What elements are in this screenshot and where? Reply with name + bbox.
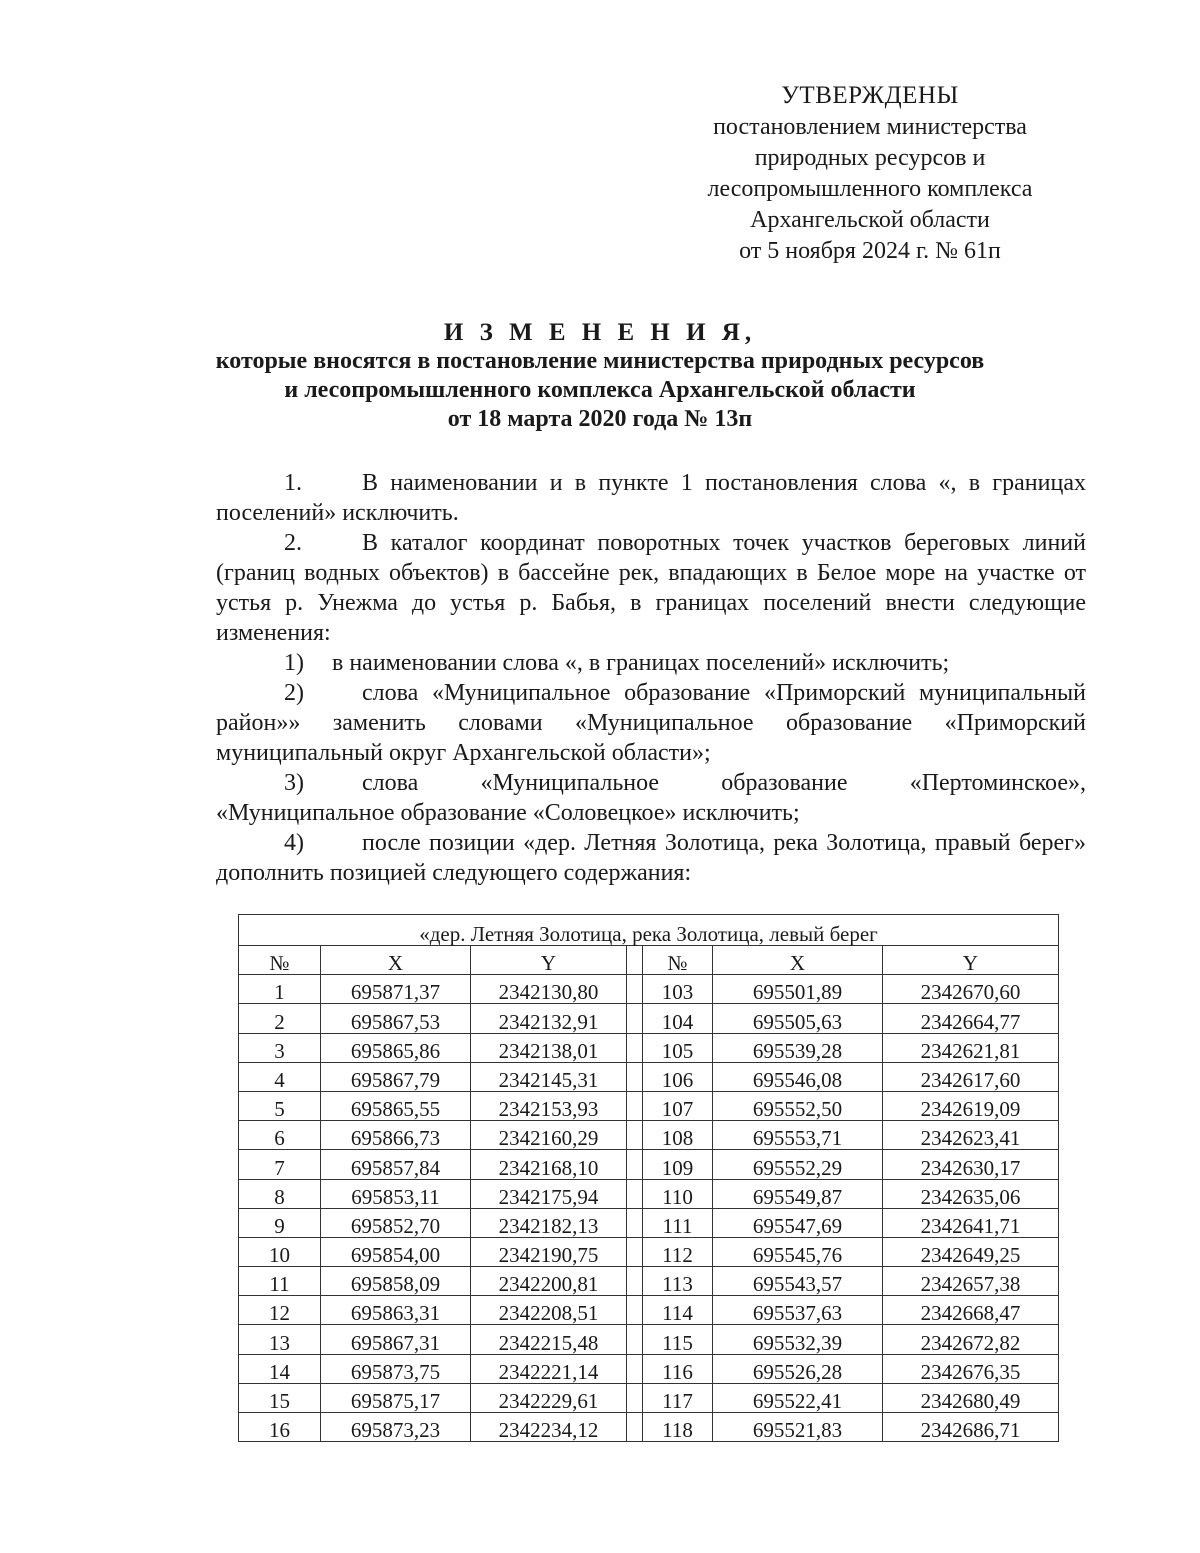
subitem-1 (216, 648, 1086, 678)
approval-line: постановлением министерства (713, 114, 1027, 140)
separator-cell (627, 1062, 643, 1091)
table-cell: 107 (643, 1091, 713, 1120)
item-number: 3) (284, 770, 304, 796)
separator-cell (627, 975, 643, 1004)
table-row (239, 1383, 1059, 1412)
table-cell: 695865,86 (321, 1033, 471, 1062)
table-cell: 13 (239, 1325, 321, 1354)
table-cell: 695505,63 (713, 1004, 883, 1033)
table-cell: 695539,28 (713, 1033, 883, 1062)
table-row (239, 1121, 1059, 1150)
table-cell: 695863,31 (321, 1296, 471, 1325)
item-text: В каталог координат поворотных точек участков береговых линий (границ водных объектов) в бассейне рек, впадающих в Белое море на участке от устья р. Унежма до устья р. Бабья, в границах поселений внести следующие изменения: (216, 530, 1086, 646)
table-cell: 2342657,38 (883, 1267, 1059, 1296)
table-cell: 695867,53 (321, 1004, 471, 1033)
table-cell: 695547,69 (713, 1208, 883, 1237)
table-cell: 2342132,91 (471, 1004, 627, 1033)
separator-cell (627, 1121, 643, 1150)
separator-cell (627, 1179, 643, 1208)
table-cell: 108 (643, 1121, 713, 1150)
table-cell: 2342221,14 (471, 1354, 627, 1383)
table-cell: 8 (239, 1179, 321, 1208)
approval-heading: УТВЕРЖДЕНЫ (781, 82, 959, 109)
separator-cell (627, 1004, 643, 1033)
table-cell: 2342672,82 (883, 1325, 1059, 1354)
item-number: 2) (284, 680, 304, 706)
table-cell: 695854,00 (321, 1237, 471, 1266)
table-cell: 695873,75 (321, 1354, 471, 1383)
table-cell: 695553,71 (713, 1121, 883, 1150)
column-header: Y (471, 946, 627, 975)
table-cell: 2342676,35 (883, 1354, 1059, 1383)
table-cell: 4 (239, 1062, 321, 1091)
table-cell: 2342175,94 (471, 1179, 627, 1208)
table-cell: 695852,70 (321, 1208, 471, 1237)
table-cell: 110 (643, 1179, 713, 1208)
separator-cell (627, 1033, 643, 1062)
item-text: в наименовании слова «, в границах поселений» исключить; (332, 650, 950, 676)
separator-cell (627, 1325, 643, 1354)
table-cell: 695866,73 (321, 1121, 471, 1150)
item-text: слова «Муниципальное образование «Приморский муниципальный район»» заменить словами «Муниципальное образование «Приморский муниципальный округ Архангельской области»; (216, 680, 1086, 766)
table-row (239, 1004, 1059, 1033)
table-cell: 16 (239, 1413, 321, 1442)
table-cell: 9 (239, 1208, 321, 1237)
column-header: X (321, 946, 471, 975)
table-cell: 10 (239, 1237, 321, 1266)
table-cell: 695871,37 (321, 975, 471, 1004)
table-cell: 5 (239, 1091, 321, 1120)
table-cell: 2342190,75 (471, 1237, 627, 1266)
table-cell: 2342182,13 (471, 1208, 627, 1237)
table-cell: 2342664,77 (883, 1004, 1059, 1033)
table-cell: 2342138,01 (471, 1033, 627, 1062)
table-cell: 115 (643, 1325, 713, 1354)
table-row (239, 1091, 1059, 1120)
table-row (239, 975, 1059, 1004)
table-row (239, 1208, 1059, 1237)
table-cell: 117 (643, 1383, 713, 1412)
table-cell: 695545,76 (713, 1237, 883, 1266)
table-cell: 2342200,81 (471, 1267, 627, 1296)
separator-cell (627, 1150, 643, 1179)
table-cell: 2342623,41 (883, 1121, 1059, 1150)
table-cell: 114 (643, 1296, 713, 1325)
paragraph-item-2 (216, 528, 1086, 648)
subitem-4 (216, 828, 1086, 888)
item-number: 2. (284, 530, 302, 556)
title-line: от 18 марта 2020 года № 13п (447, 406, 753, 432)
table-cell: 695867,31 (321, 1325, 471, 1354)
table-cell: 695858,09 (321, 1267, 471, 1296)
table-cell: 2342234,12 (471, 1413, 627, 1442)
separator-cell (627, 1267, 643, 1296)
table-cell: 3 (239, 1033, 321, 1062)
table-row (239, 1325, 1059, 1354)
document-title (180, 318, 1020, 434)
separator-cell (627, 1383, 643, 1412)
table-cell: 1 (239, 975, 321, 1004)
table-cell: 695873,23 (321, 1413, 471, 1442)
item-text: слова «Муниципальное образование «Пертоминское», «Муниципальное образование «Соловецкое» исключить; (216, 770, 1086, 826)
table-cell: 2342621,81 (883, 1033, 1059, 1062)
item-text: В наименовании и в пункте 1 постановления слова «, в границах поселений» исключить. (216, 470, 1086, 526)
table-row (239, 1296, 1059, 1325)
table-cell: 695549,87 (713, 1179, 883, 1208)
table-cell: 695546,08 (713, 1062, 883, 1091)
table-cell: 695537,63 (713, 1296, 883, 1325)
table-cell: 14 (239, 1354, 321, 1383)
separator-cell (627, 1354, 643, 1383)
coordinates-table (238, 914, 1059, 1442)
table-cell: 695543,57 (713, 1267, 883, 1296)
table-cell: 104 (643, 1004, 713, 1033)
column-header: № (239, 946, 321, 975)
table-cell: 695521,83 (713, 1413, 883, 1442)
table-header-row (239, 946, 1059, 975)
table-cell: 118 (643, 1413, 713, 1442)
table-cell: 7 (239, 1150, 321, 1179)
table-cell: 2342668,47 (883, 1296, 1059, 1325)
approval-line: природных ресурсов и (754, 145, 986, 171)
table-cell: 11 (239, 1267, 321, 1296)
separator-cell (627, 1237, 643, 1266)
item-number: 4) (284, 830, 304, 856)
approval-block (640, 80, 1100, 267)
table-row (239, 1062, 1059, 1091)
table-caption: «дер. Летняя Золотица, река Золотица, левый берег (239, 915, 1059, 946)
column-header: № (643, 946, 713, 975)
table-cell: 2342215,48 (471, 1325, 627, 1354)
table-cell: 2342208,51 (471, 1296, 627, 1325)
column-header: X (713, 946, 883, 975)
table-cell: 695522,41 (713, 1383, 883, 1412)
paragraph-item-1 (216, 468, 1086, 528)
approval-line: лесопромышленного комплекса (707, 176, 1033, 202)
table-row (239, 1267, 1059, 1296)
title-main: И З М Е Н Е Н И Я, (443, 319, 757, 346)
table-cell: 111 (643, 1208, 713, 1237)
table-cell: 2342641,71 (883, 1208, 1059, 1237)
table-caption-row (239, 915, 1059, 946)
separator-cell (627, 1413, 643, 1442)
table-cell: 2342630,17 (883, 1150, 1059, 1179)
table-row (239, 1179, 1059, 1208)
table-cell: 15 (239, 1383, 321, 1412)
table-cell: 695875,17 (321, 1383, 471, 1412)
approval-line: от 5 ноября 2024 г. № 61п (739, 238, 1001, 264)
table-cell: 109 (643, 1150, 713, 1179)
table-row (239, 1033, 1059, 1062)
table-cell: 2342160,29 (471, 1121, 627, 1150)
separator-cell (627, 1296, 643, 1325)
table-cell: 695857,84 (321, 1150, 471, 1179)
item-text: после позиции «дер. Летняя Золотица, река Золотица, правый берег» дополнить позицией следующего содержания: (216, 830, 1086, 886)
table-cell: 116 (643, 1354, 713, 1383)
table-cell: 695552,50 (713, 1091, 883, 1120)
table-cell: 112 (643, 1237, 713, 1266)
table-cell: 695865,55 (321, 1091, 471, 1120)
column-header: Y (883, 946, 1059, 975)
table-cell: 2342680,49 (883, 1383, 1059, 1412)
title-line: которые вносятся в постановление министерства природных ресурсов (215, 348, 985, 374)
table-cell: 695867,79 (321, 1062, 471, 1091)
separator-cell (627, 1208, 643, 1237)
table-cell: 2342635,06 (883, 1179, 1059, 1208)
table-row (239, 1237, 1059, 1266)
item-number: 1) (284, 650, 304, 676)
table-cell: 695526,28 (713, 1354, 883, 1383)
table-cell: 695501,89 (713, 975, 883, 1004)
table-cell: 105 (643, 1033, 713, 1062)
table-row (239, 1150, 1059, 1179)
title-line: и лесопромышленного комплекса Архангельской области (284, 377, 916, 403)
table-cell: 2342168,10 (471, 1150, 627, 1179)
approval-line: Архангельской области (750, 207, 990, 233)
table-cell: 2342229,61 (471, 1383, 627, 1412)
table-cell: 2 (239, 1004, 321, 1033)
table-cell: 2342686,71 (883, 1413, 1059, 1442)
table-cell: 2342617,60 (883, 1062, 1059, 1091)
table-cell: 2342670,60 (883, 975, 1059, 1004)
table-cell: 113 (643, 1267, 713, 1296)
table-cell: 695532,39 (713, 1325, 883, 1354)
subitem-2 (216, 678, 1086, 768)
separator-cell (627, 1091, 643, 1120)
document-body (216, 468, 1086, 888)
table-cell: 103 (643, 975, 713, 1004)
table-cell: 12 (239, 1296, 321, 1325)
table-cell: 106 (643, 1062, 713, 1091)
table-cell: 2342649,25 (883, 1237, 1059, 1266)
table-cell: 2342130,80 (471, 975, 627, 1004)
table-cell: 2342153,93 (471, 1091, 627, 1120)
table-row (239, 1354, 1059, 1383)
table-cell: 2342619,09 (883, 1091, 1059, 1120)
table-cell: 695853,11 (321, 1179, 471, 1208)
table-row (239, 1413, 1059, 1442)
subitem-3 (216, 768, 1086, 828)
table-cell: 6 (239, 1121, 321, 1150)
table-cell: 695552,29 (713, 1150, 883, 1179)
table-cell: 2342145,31 (471, 1062, 627, 1091)
separator-cell (627, 946, 643, 975)
item-number: 1. (284, 470, 302, 496)
